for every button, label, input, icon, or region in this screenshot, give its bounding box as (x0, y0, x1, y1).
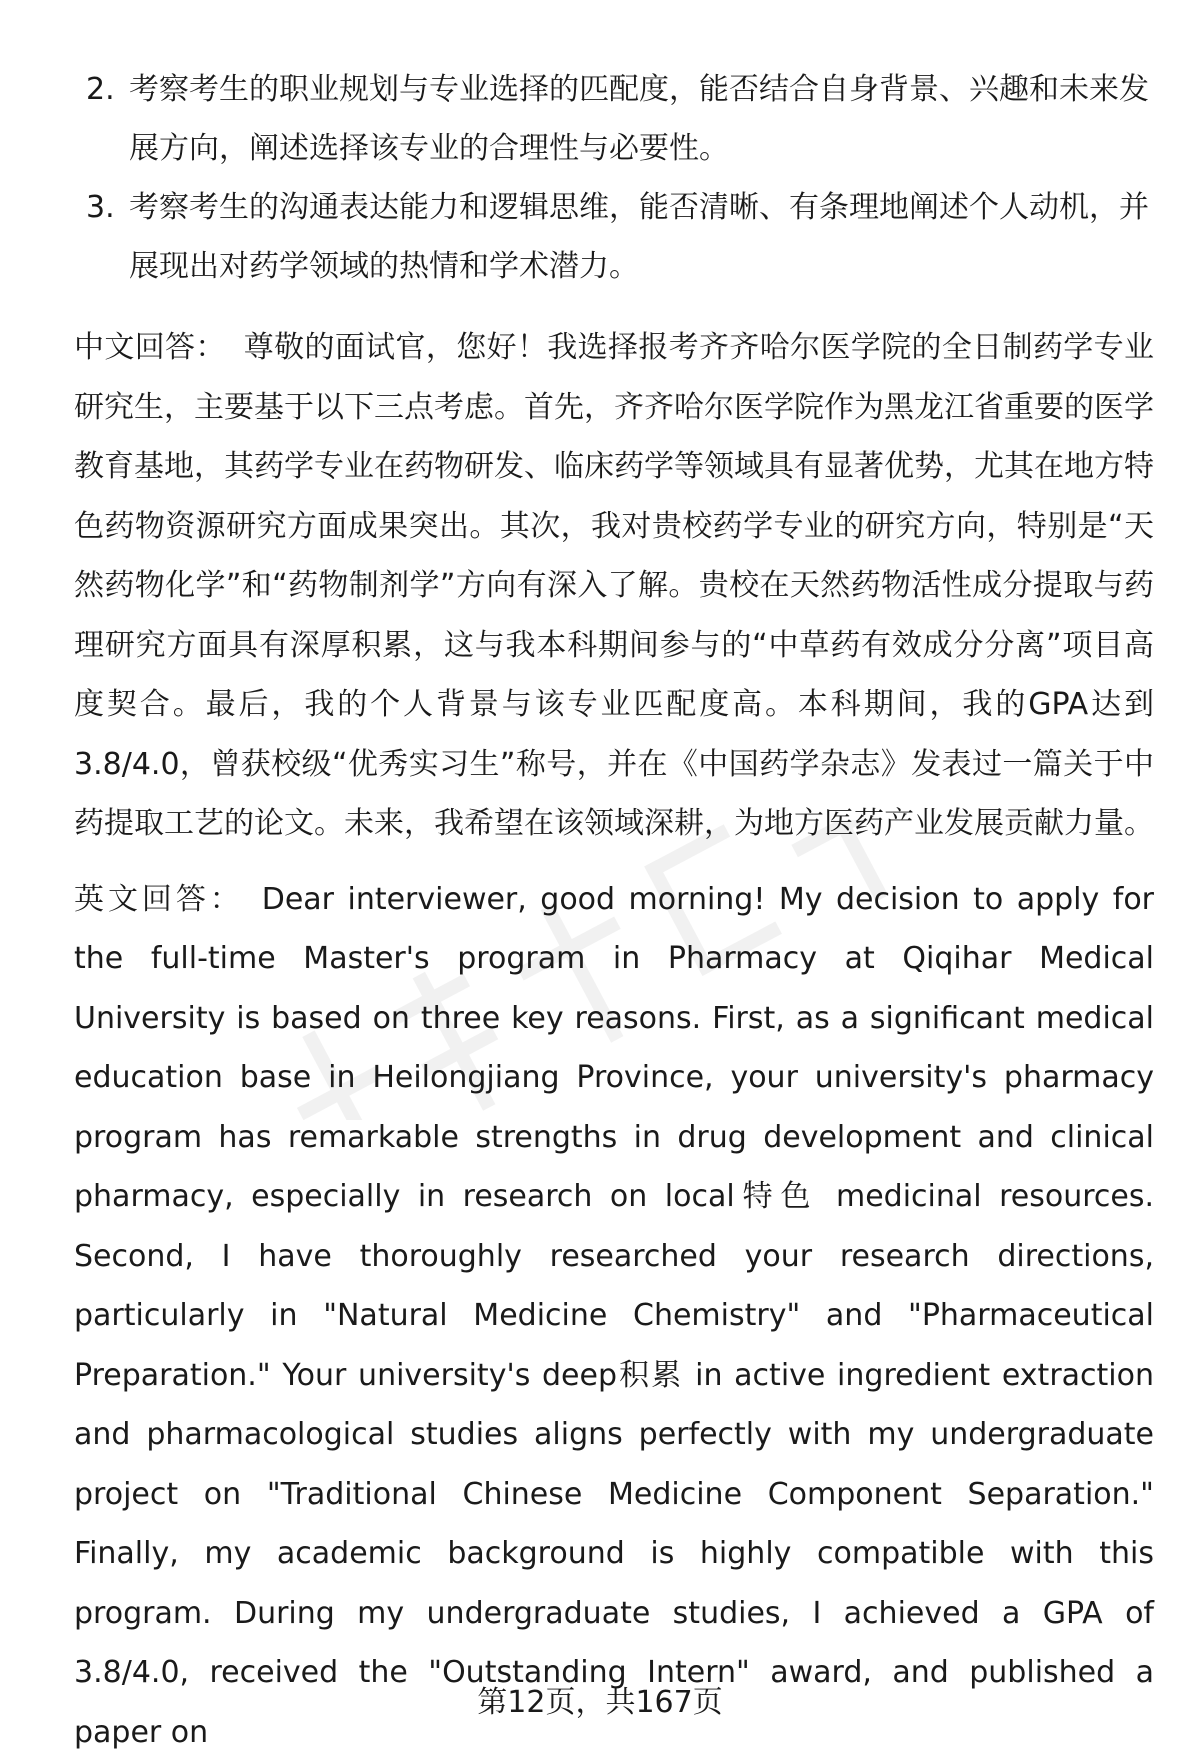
chinese-answer-label: 中文回答： (74, 330, 226, 365)
page-number: 第12页，共167页 (0, 1683, 1200, 1723)
document-page (74, 60, 1154, 1762)
english-answer-label: 英文回答： (74, 882, 244, 917)
list-item-text: 考察考生的职业规划与专业选择的匹配度，能否结合自身背景、兴趣和未来发展方向，阐述选择该专业的合理性与必要性。 (129, 72, 1149, 166)
english-answer (74, 870, 1154, 1762)
list-item-text: 考察考生的沟通表达能力和逻辑思维，能否清晰、有条理地阐述个人动机，并展现出对药学领域的热情和学术潜力。 (129, 190, 1149, 284)
criteria-list (74, 60, 1154, 296)
chinese-answer (74, 318, 1154, 854)
list-item (74, 60, 1154, 178)
english-answer-text: Dear interviewer, good morning! My decision to apply for the full-time Master's program in Pharmacy at Qiqihar Medical University is based on three key reasons. First, as a significant medical education base in Heilongjiang Province, your university's pharmacy program has remarkable strengths in drug development and clinical pharmacy, especially in research on local特色 medicinal resources. Second, I have thoroughly researched your research directions, particularly in "Natural Medicine Chemistry" and "Pharmaceutical Preparation." Your university's deep积累 in active ingredient extraction and pharmacological studies aligns perfectly with my undergraduate project on "Traditional Chinese Medicine Component Separation." Finally, my academic background is highly compatible with this program. During my undergraduate studies, I achieved a GPA of 3.8/4.0, received the "Outstanding Intern" award, and published a paper on (74, 882, 1154, 1750)
list-item-number: 3. (86, 178, 115, 237)
list-item-number: 2. (86, 60, 115, 119)
list-item (74, 178, 1154, 296)
chinese-answer-text: 尊敬的面试官，您好！我选择报考齐齐哈尔医学院的全日制药学专业研究生，主要基于以下三点考虑。首先，齐齐哈尔医学院作为黑龙江省重要的医学教育基地，其药学专业在药物研发、临床药学等领域具有显著优势，尤其在地方特色药物资源研究方面成果突出。其次，我对贵校药学专业的研究方向，特别是“天然药物化学”和“药物制剂学”方向有深入了解。贵校在天然药物活性成分提取与药理研究方面具有深厚积累，这与我本科期间参与的“中草药有效成分分离”项目高度契合。最后，我的个人背景与该专业匹配度高。本科期间，我的GPA达到3.8/4.0，曾获校级“优秀实习生”称号，并在《中国药学杂志》发表过一篇关于中药提取工艺的论文。未来，我希望在该领域深耕，为地方医药产业发展贡献力量。 (74, 330, 1154, 841)
